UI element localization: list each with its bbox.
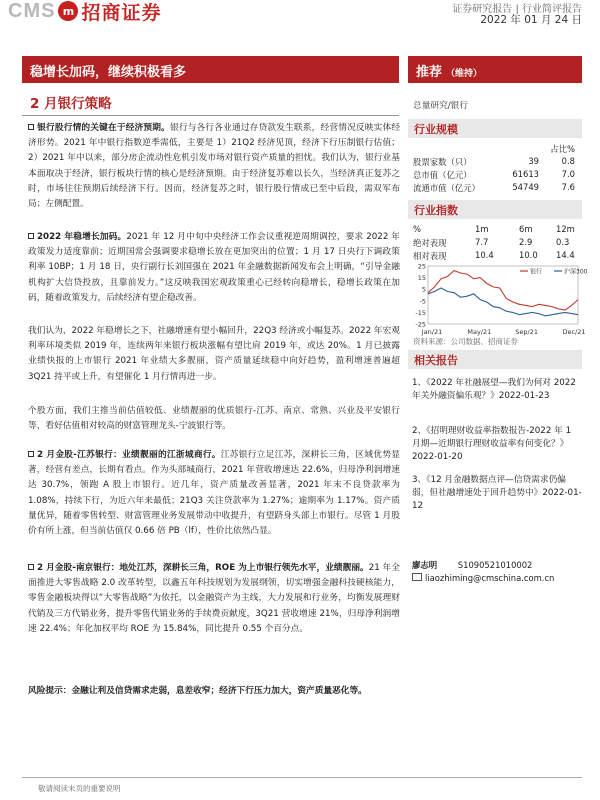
scale-label: 股票家数（只）: [413, 157, 472, 167]
index-header: [408, 200, 582, 219]
rating: [416, 61, 482, 80]
risk-warning: [28, 684, 400, 699]
scale-share: 7.0: [561, 169, 575, 179]
y-tick-label: 25: [417, 262, 426, 271]
paragraph-text: 21 年全面推进大零售战略 2.0 改革转型，以鑫五年科技规划为发展纲领，切实增强金融科技硬核能力，零售金融板块得以“大零售战略”为依托，以金融资产为主线，大力发展和行业务，均衡发展理财代销及三方代销业务，提升零售代销业务的手续费贡献度，3Q21 营收增速 21%，归母净利润增速 22.4%；年化加权平均 ROE 为 15.84%，同比提升 0.55 个百分点。: [28, 563, 400, 634]
scale-value: 39: [528, 156, 539, 166]
y-tick-label: 5: [421, 285, 426, 294]
index-label: 相对表现: [413, 251, 447, 261]
footer-note: 敬请阅读末页的重要说明: [38, 784, 121, 793]
scale-unit-row: [413, 143, 575, 155]
analyst-line: [412, 559, 532, 571]
legend-label: 沪深300: [564, 268, 588, 276]
company-logo: [8, 0, 161, 24]
index-value: 7.7: [475, 237, 489, 247]
x-tick-label: Sep/21: [515, 328, 539, 336]
paragraph-text: 江苏银行立足江苏，深耕长三角，区域优势显著，经营有差点，长期有看点。作为头部城商行，2021 年营收增速达 22.6%，归母净利润增速达 30.7%，领跑 A 股上市银行。近几年，资产质量改善显著，2021 年末不良贷款率为 1.08%，持续下行，为近六年来最低；21Q3 关注贷款率为 1.27%；逾期率为 1.17%。资产质量优异，随着零售转型、财富管理业务发展带动中收提升，有望跻身头部上市银行。尽管 1 月股价有所上涨，但当前估值仅 0.66 倍 PB（lf），性价比依然凸显。: [28, 450, 400, 537]
headline-banner: [22, 56, 399, 83]
x-tick-label: Jan/21: [421, 328, 443, 336]
mail-icon: [412, 573, 422, 581]
paragraph-lead: 2022 年稳增长加码。: [37, 232, 127, 242]
main-title: 2 月银行策略: [30, 96, 112, 112]
headline: 稳增长加码，继续积极看多: [30, 65, 187, 80]
scale-row: [413, 169, 575, 181]
x-tick-label: Dec/21: [562, 328, 586, 336]
analyst-name: 廖志明: [412, 560, 438, 570]
scale-row: [413, 182, 575, 194]
x-tick-label: May/21: [467, 328, 492, 336]
index-col-6m: 6m: [519, 224, 533, 234]
y-tick-label: -15: [415, 308, 426, 317]
rating-value: 推荐: [416, 65, 443, 80]
scale-share: 0.8: [561, 156, 575, 166]
bullet-icon: [28, 451, 34, 457]
risk-lead: 风险提示：: [28, 686, 72, 696]
logo-en: CMS: [8, 0, 56, 22]
series-line-csi300: [428, 288, 578, 316]
title-divider: [22, 115, 399, 116]
analyst-email-line: [412, 573, 554, 583]
paragraph-1: [28, 121, 400, 212]
y-tick-label: 15: [417, 274, 426, 283]
logo-mark-icon: m: [58, 1, 78, 21]
paragraph-text: 我们认为，2022 年稳增长之下，社融增速有望小幅回升，22Q3 经济或小幅复苏。2022 年宏观利率环境类似 2019 年，连续两年来银行板块涨幅有望比肩 2019 年，或达 20%。1 月已披露业绩快报的上市银行 2021 年业绩大多靓丽，资产质量延续稳中向好趋势，盈利增速普遍超 3Q21 持平或上升，有望催化 1 月行情再进一步。: [28, 326, 400, 382]
chart-frame: [428, 266, 578, 324]
scale-value: 54749: [512, 182, 539, 192]
y-tick-label: -5: [419, 297, 426, 306]
paragraph-3: [28, 324, 400, 385]
scale-share: 7.6: [561, 182, 575, 192]
scale-value: 61613: [512, 169, 539, 179]
index-value: 10.0: [519, 250, 538, 260]
rating-note: （维持）: [446, 69, 483, 79]
legend-label: 银行: [530, 268, 543, 276]
paragraph-4: [28, 404, 400, 434]
scale-unit-header: 占比%: [550, 144, 575, 154]
analyst-cert: S1090521010002: [457, 560, 533, 570]
scale-heading: 行业规模: [414, 123, 458, 136]
paragraph-text: 2021 年 12 月中旬中央经济工作会议重视逆周期调控，要求 2022 年政策发力适度靠前；近期国常会强调要求稳增长放在更加突出的位置；1 月 17 日央行下调政策利率 10BP；1 月 18 日，央行副行长刘国强在 2021 年金融数据新闻发布会上明确，“引导金融机构扩大信贷投放，且靠前发力。”这反映我国宏观政策重心已经转向稳增长，稳增长政策在加码，随着政策发力，后续经济有望企稳改善。: [28, 232, 400, 303]
chart-source: 资料来源：公司数据、招商证券: [413, 337, 518, 346]
bullet-icon: [28, 124, 34, 130]
index-heading: 行业指数: [414, 204, 458, 217]
related-report-item[interactable]: 1、《2022 年社融展望—我们为何对 2022 年关外融资偏乐观？》2022-01-23: [412, 378, 576, 401]
index-value: 2.9: [519, 237, 533, 247]
scale-label: 总市值（亿元）: [413, 170, 472, 180]
paragraph-2: [28, 230, 400, 306]
related-header: [408, 350, 582, 369]
index-value: 14.4: [556, 250, 575, 260]
paragraph-lead: 2 月金股-江苏银行：业绩靓丽的江浙城商行。: [37, 450, 221, 460]
footer-divider: [22, 777, 582, 778]
paragraph-text: 银行与各行各业通过存贷款发生联系，经营情况反映实体经济形势。2021 年中银行指数逆季需低，主要是 1）21Q2 经济见顶，经济下行压制银行估值；2）2021 年中以来，部分房企流动性危机引发市场对银行资产质量的担忧。我们认为，银行业基本面取决于经济，银行板块行情的核心是经济预期。由于经济复苏难以长久，当经济真正复苏之时，市场往往预期后续经济下行。因而，经济复苏之时，银行股行情成已至中后段，需双军布局；左侧配置。: [28, 123, 401, 210]
bullet-icon: [28, 564, 34, 570]
index-col-unit: %: [413, 224, 421, 234]
doc-type: 证券研究报告 | 行业简评报告: [452, 4, 582, 15]
index-col-1m: 1m: [475, 224, 489, 234]
index-col-12m: 12m: [556, 224, 575, 234]
analyst-email[interactable]: liaozhiming@cmschina.com.cn: [425, 573, 555, 583]
scale-header: [408, 119, 582, 138]
index-row: [413, 237, 575, 249]
bullet-icon: [28, 233, 34, 239]
index-chart: [410, 262, 588, 336]
y-tick-label: -25: [415, 320, 426, 329]
paragraph-lead: 2 月金股-南京银行：地处江苏，深耕长三角，ROE 为上市银行领先水平，业绩靓丽。: [37, 563, 369, 573]
paragraph-5: [28, 448, 400, 539]
index-value: 0.3: [556, 237, 570, 247]
index-label: 绝对表现: [413, 238, 447, 248]
index-value: 10.4: [475, 250, 494, 260]
rating-banner: [408, 56, 582, 83]
logo-cn: 招商证券: [81, 1, 162, 24]
paragraph-lead: 银行股行情的关键在于经济预期。: [37, 123, 170, 133]
doc-date: 2022 年 01 月 24 日: [480, 14, 582, 26]
series-line-bank: [428, 271, 578, 311]
paragraph-6: [28, 561, 400, 637]
scale-row: [413, 156, 575, 168]
related-report-item[interactable]: 3、《12 月金融数据点评—信贷需求仍偏弱，但社融增速处于回升趋势中》2022-01-12: [412, 475, 582, 511]
risk-text: 金融让利及信贷需求走弱，息差收窄；经济下行压力加大，资产质量恶化等。: [71, 686, 367, 696]
paragraph-text: 个股方面，我们主推当前估值较低、业绩靓丽的优质银行-江苏、南京、常熟、兴业及平安银行等，看好估值相对较高的财富管理龙头-宁波银行等。: [28, 406, 400, 432]
industry-label: 总量研究/银行: [413, 101, 469, 111]
related-report-item[interactable]: 2、《招明理财收益率指数报告-2022 年 1 月期—近期银行理财收益率有何变化？》2022-01-20: [412, 426, 572, 462]
scale-label: 流通市值（亿元）: [413, 183, 480, 193]
index-header-row: [413, 224, 575, 236]
index-row: [413, 250, 575, 262]
related-heading: 相关报告: [414, 354, 458, 367]
